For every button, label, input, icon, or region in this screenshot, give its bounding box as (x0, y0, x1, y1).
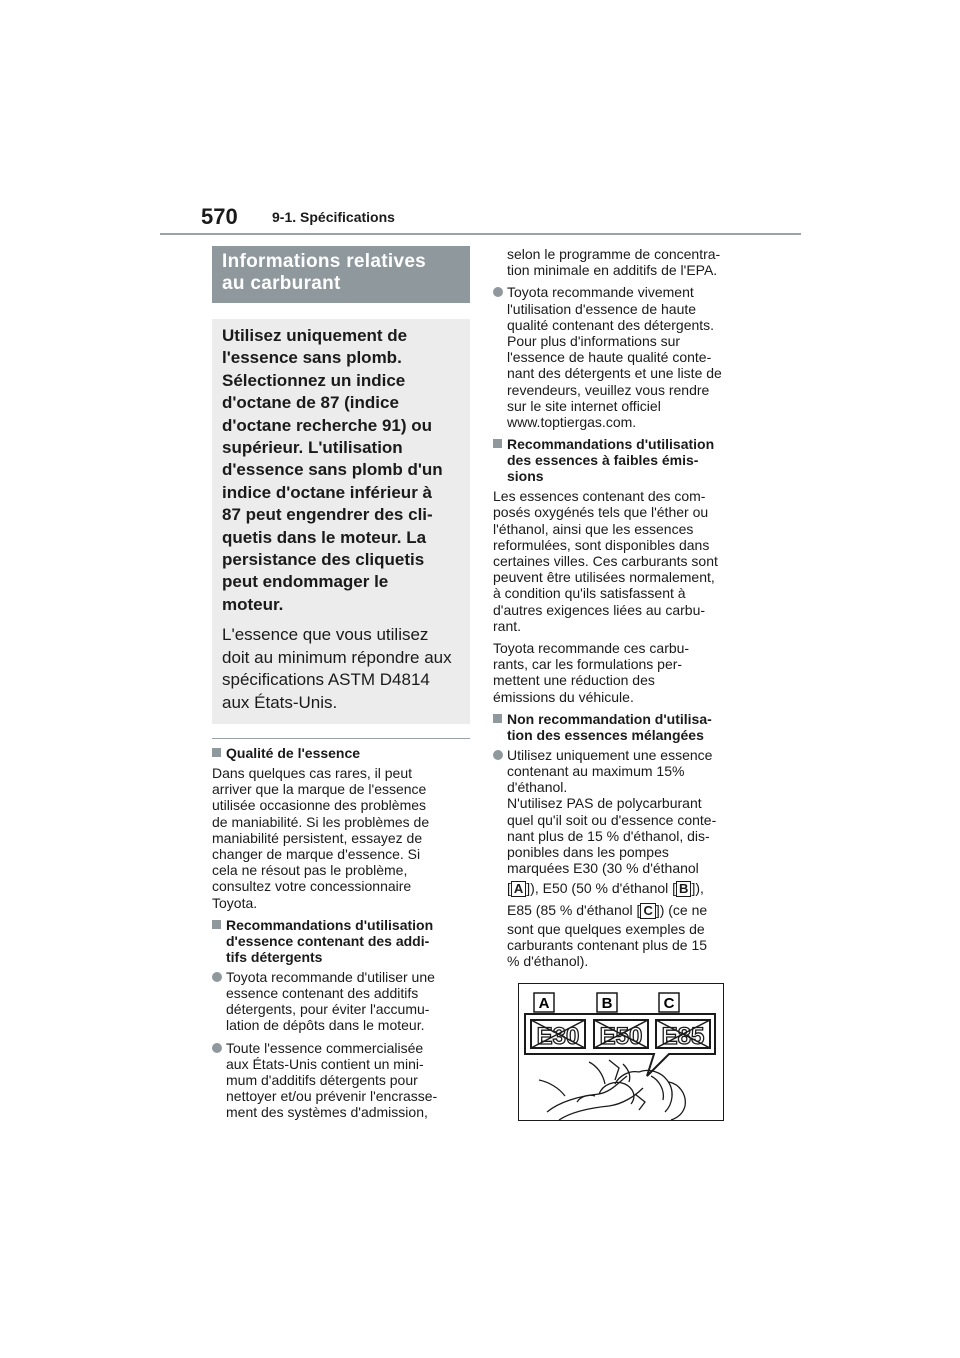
bullet-line: nant plus de 15 % d'éthanol, dis- (507, 827, 710, 844)
section-title-box (212, 246, 470, 303)
bullet-continuation (507, 246, 755, 278)
heading-line: Non recommandation d'utilisa- (507, 710, 712, 727)
heading-line: des essences à faibles émis- (507, 452, 699, 469)
pump-nozzle-sketch (539, 1060, 685, 1120)
bullet-line: aux États-Unis contient un mini- (226, 1055, 424, 1072)
title-line: au carburant (222, 273, 341, 294)
code-e85: E85 (661, 1023, 705, 1050)
round-bullet-icon (493, 750, 503, 760)
heading-line: d'essence contenant des addi- (226, 932, 430, 949)
bullet-line: d'éthanol. (507, 779, 568, 796)
paragraph-line: Toyota recommande ces carbu- (493, 640, 690, 657)
square-bullet-icon (493, 714, 502, 723)
quality-line: de maniabilité. Si les problèmes de (212, 813, 430, 830)
fuel-requirement-line: Utilisez uniquement de (222, 326, 408, 345)
bullet-line: Toyota recommande d'utiliser une (226, 968, 435, 985)
fuel-requirement-line: Sélectionnez un indice (222, 370, 406, 390)
paragraph-line: peuvent être utilisées normalement, (493, 569, 715, 586)
fuel-requirement-line: d'octane recherche 91) ou (222, 415, 433, 435)
bullet-line: revendeurs, veuillez vous rendre (507, 381, 710, 398)
square-bullet-icon (212, 920, 221, 929)
bullet-line: % d'éthanol). (507, 952, 589, 969)
heading-line: sions (507, 468, 544, 485)
bullet-line: Pour plus d'informations sur (507, 333, 681, 350)
fuel-requirement-line: peut endommager le (222, 572, 389, 592)
paragraph-line: Les essences contenant des com- (493, 488, 706, 505)
bullet-line: détergents, pour éviter l'accumu- (226, 1001, 430, 1018)
quality-line: arriver que la marque de l'essence (212, 781, 427, 798)
low-emission-paragraph (493, 488, 755, 634)
bullet-item (212, 1040, 470, 1121)
title-line: Informations relatives (222, 251, 427, 272)
bullet-line: carburants contenant plus de 15 (507, 936, 708, 953)
right-column (493, 246, 755, 975)
bullet-line: tion minimale en additifs de l'EPA. (507, 262, 718, 279)
ref-line: E85 (85 % d'éthanol [ C ]) (ce ne (507, 901, 708, 918)
code-e50: E50 (599, 1023, 643, 1050)
detergent-heading (212, 917, 470, 965)
quality-line: maniabilité persistent, essayez de (212, 829, 423, 846)
paragraph-line: rants, car les formulations per- (493, 656, 683, 673)
ref-line: [ A ]), E50 (50 % d'éthanol [ B ]), (507, 879, 704, 896)
paragraph-line: posés oxygénés tels que l'éther ou (493, 504, 709, 521)
left-column (212, 246, 470, 1127)
bullet-item (493, 747, 755, 969)
bullet-line: essence contenant des additifs (226, 984, 419, 1001)
fuel-requirement-line: quetis dans le moteur. La (222, 527, 427, 547)
square-bullet-icon (212, 748, 221, 757)
heading-line: Recommandations d'utilisation (507, 436, 715, 453)
paragraph-line: d'autres exigences liées au carbu- (493, 601, 706, 618)
quality-heading: Qualité de l'essence (212, 745, 470, 761)
round-bullet-icon (212, 1043, 222, 1053)
quality-line: cela ne résout pas le problème, (212, 862, 408, 879)
bullet-line: nettoyer et/ou prévenir l'encrasse- (226, 1088, 438, 1105)
bullet-line: sont que quelques exemples de (507, 920, 705, 937)
paragraph-line: mettent une réduction des (493, 672, 655, 689)
header-rule (160, 233, 801, 235)
square-bullet-icon (493, 439, 502, 448)
bullet-line: Toyota recommande vivement (507, 284, 694, 301)
paragraph-line: à condition qu'ils satisfassent à (493, 585, 686, 602)
bullet-line: l'utilisation d'essence de haute (507, 300, 697, 317)
quality-paragraph (212, 765, 470, 911)
quality-line: utilisée occasionne des problèmes (212, 797, 427, 814)
bullet-item (493, 284, 755, 430)
fuel-requirement-line: indice d'octane inférieur à (222, 482, 432, 502)
bullet-line: ment des systèmes d'admission, (226, 1104, 428, 1121)
paragraph-line: l'éthanol, ainsi que les essences (493, 520, 694, 537)
bullet-line: mum d'additifs détergents pour (226, 1071, 418, 1088)
heading-line: tifs détergents (226, 948, 323, 965)
bullet-line: marquées E30 (30 % d'éthanol (507, 860, 699, 877)
paragraph-line: certaines villes. Ces carburants sont (493, 553, 718, 570)
low-emission-paragraph (493, 640, 755, 705)
fuel-pump-svg (519, 984, 723, 1120)
divider (212, 738, 470, 739)
round-bullet-icon (493, 287, 503, 297)
round-bullet-icon (212, 972, 222, 982)
paragraph-line: rant. (493, 617, 522, 634)
fuel-requirement-line: d'octane de 87 (indice (222, 393, 399, 413)
bullet-line: www.toptiergas.com. (507, 414, 637, 431)
bullet-line: Utilisez uniquement une essence (507, 746, 713, 763)
fuel-requirement-text (222, 325, 460, 616)
ref-a-label: A (511, 881, 526, 897)
bullet-line: Toute l'essence commercialisée (226, 1039, 424, 1056)
bullet-line: selon le programme de concentra- (507, 246, 721, 262)
code-e30: E30 (536, 1023, 580, 1050)
ref-c-label: C (640, 903, 655, 919)
fuel-requirement-line: l'essence sans plomb. (222, 348, 402, 368)
quality-line: Toyota. (212, 894, 258, 911)
paragraph-line: reformulées, sont disponibles dans (493, 536, 710, 553)
blend-heading (493, 711, 755, 743)
heading-line: tion des essences mélangées (507, 726, 704, 743)
astm-spec-line: doit au minimum répondre aux (222, 647, 452, 667)
page-number: 570 (201, 204, 238, 229)
ref-b-label: B (676, 881, 691, 897)
quality-line: changer de marque d'essence. Si (212, 845, 421, 862)
quality-line: Dans quelques cas rares, il peut (212, 764, 412, 781)
heading-line: Recommandations d'utilisation (226, 916, 434, 933)
bullet-line: N'utilisez PAS de polycarburant (507, 795, 702, 812)
astm-spec-text (222, 624, 460, 714)
label-b: B (601, 995, 613, 1012)
paragraph-line: émissions du véhicule. (493, 688, 634, 705)
fuel-requirement-line: d'essence sans plomb d'un (222, 460, 443, 480)
bullet-line: quel qu'il soit ou d'essence conte- (507, 811, 717, 828)
low-emission-heading (493, 436, 755, 484)
bullet-line: ponibles dans les pompes (507, 844, 669, 861)
bullet-item (212, 969, 470, 1034)
bullet-line: l'essence de haute qualité conte- (507, 349, 712, 366)
fuel-warning-box (212, 319, 470, 724)
bullet-line: contenant au maximum 15% (507, 763, 685, 780)
fuel-requirement-line: supérieur. L'utilisation (222, 438, 403, 458)
fuel-requirement-line: persistance des cliquetis (222, 550, 425, 570)
astm-spec-line: L'essence que vous utilisez (222, 625, 429, 645)
label-c: C (663, 995, 675, 1012)
fuel-pump-illustration (518, 983, 724, 1121)
label-a: A (538, 995, 550, 1012)
astm-spec-line: spécifications ASTM D4814 (222, 670, 430, 690)
bullet-line: qualité contenant des détergents. (507, 316, 715, 333)
bullet-line: nant des détergents et une liste de (507, 365, 722, 382)
astm-spec-line: aux États-Unis. (222, 692, 338, 712)
section-title: 9-1. Spécifications (272, 209, 395, 225)
quality-line: consultez votre concessionnaire (212, 878, 412, 895)
bullet-line: lation de dépôts dans le moteur. (226, 1017, 425, 1034)
fuel-requirement-line: 87 peut engendrer des cli- (222, 505, 433, 525)
bullet-line: sur le site internet officiel (507, 397, 661, 414)
fuel-requirement-line: moteur. (222, 594, 284, 614)
